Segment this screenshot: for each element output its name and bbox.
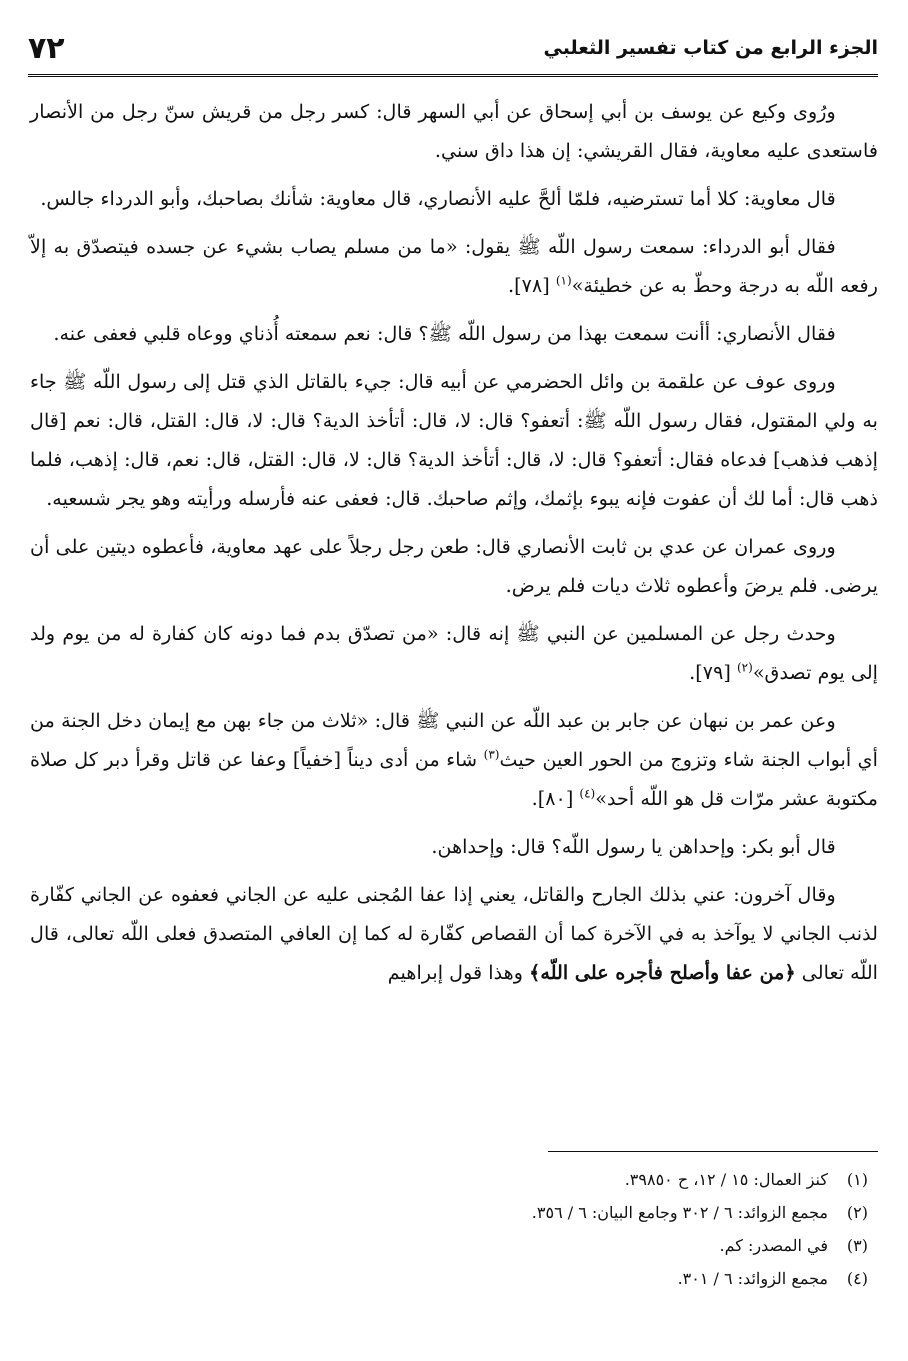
footnote-number: (١) <box>846 1170 868 1189</box>
paragraph-text: وقال آخرون: عني بذلك الجارح والقاتل، يعني إذا عفا المُجنى عليه عن الجاني فعفوه عن الجاني كفّارة لذنب الجاني لا يوآخذ به في الآخرة كما أن القصاص كفّارة له كما إن العافي المتصدق فعلى اللّه تعالى، قال اللّه تعالى <box>30 883 878 984</box>
paragraph-text: وهذا قول إبراهيم <box>387 961 530 984</box>
page-number: ٧٢ <box>28 30 65 66</box>
paragraph-text: قال أبو بكر: وإحداهن يا رسول اللّه؟ قال: وإحداهن. <box>431 835 836 858</box>
paragraph <box>30 362 878 518</box>
footnote-number: (٤) <box>846 1269 868 1288</box>
paragraph-text: فقال أبو الدرداء: سمعت رسول اللّه ﷺ يقول: «ما من مسلم يصاب بشيء عن جسده فيتصدّق به إلاّ رفعه اللّه به درجة وحطّ به عن خطيئة» <box>30 235 878 297</box>
footnote-ref[interactable]: (٤) <box>579 786 596 801</box>
footnote <box>30 1163 868 1196</box>
paragraph-text: ورُوى وكيع عن يوسف بن أبي إسحاق عن أبي السهر قال: كسر رجل من قريش سنّ رجل من الأنصار فاستعدى عليه معاوية، فقال القريشي: إن هذا داق سني. <box>30 100 878 162</box>
footnote-ref[interactable]: (٣) <box>483 747 500 762</box>
paragraph-text: فقال الأنصاري: أأنت سمعت بهذا من رسول اللّه ﷺ؟ قال: نعم سمعته أُذناي ووعاه قلبي فعفى عنه. <box>53 322 836 345</box>
main-text <box>30 92 878 1001</box>
paragraph <box>30 875 878 992</box>
footnote-text: كنز العمال: ١٥ / ١٢، ح ٣٩٨٥٠. <box>624 1170 828 1189</box>
footnote <box>30 1229 868 1262</box>
paragraph <box>30 827 878 866</box>
running-title: الجزء الرابع من كتاب تفسير الثعلبي <box>543 37 878 59</box>
footnote-text: مجمع الزوائد: ٦ / ٣٠١. <box>677 1269 828 1288</box>
paragraph-text: وروى عوف عن علقمة بن وائل الحضرمي عن أبيه قال: جيء بالقاتل الذي قتل إلى رسول اللّه ﷺ جاء به ولي المقتول، فقال رسول اللّه ﷺ: أتعفو؟ قال: لا، قال: أتأخذ الدية؟ قال: لا، قال: القتل، قال: نعم [قال إذهب فذهب] فدعاه فقال: أتعفو؟ قال: لا، قال: أتأخذ الدية؟ قال: لا، قال: القتل، قال: نعم، قال: إذهب، فلما ذهب قال: أما لك أن عفوت فإنه يبوء بإثمك، وإثم صاحبك. قال: فعفى عنه فأرسله ورأيته وهو يجر شسعيه. <box>30 370 878 510</box>
paragraph-text: وعن عمر بن نبهان عن جابر بن عبد اللّه عن النبي ﷺ قال: «ثلاث من جاء بهن مع إيمان دخل الجنة من أي أبواب الجنة شاء وتزوج من الحور العين حيث <box>30 709 879 771</box>
footnote-text: مجمع الزوائد: ٦ / ٣٠٢ وجامع البيان: ٦ / ٣٥٦. <box>531 1203 828 1222</box>
footnote-divider <box>548 1151 878 1152</box>
paragraph <box>30 227 878 305</box>
paragraph <box>30 179 878 218</box>
paragraph <box>30 527 878 605</box>
quran-verse: ﴿من عفا وأصلح فأجره على اللّه﴾ <box>529 961 796 984</box>
paragraph-text: قال معاوية: كلا أما تسترضيه، فلمّا ألحَّ عليه الأنصاري، قال معاوية: شأنك بصاحبك، وأبو الدرداء جالس. <box>40 187 836 210</box>
footnote-number: (٢) <box>846 1203 868 1222</box>
paragraph-text: [٧٨]. <box>508 274 556 297</box>
paragraph-text: [٨٠]. <box>531 787 580 810</box>
page-header <box>28 22 878 77</box>
paragraph-text: شاء من أدى ديناً [خفياً] وعفا عن قاتل وقرأ دبر كل صلاة مكتوبة عشر مرّات قل هو اللّه أحد» <box>30 748 878 810</box>
paragraph <box>30 701 878 818</box>
footnote-number: (٣) <box>846 1236 868 1255</box>
footnotes <box>30 1163 868 1295</box>
paragraph-text: وروى عمران عن عدي بن ثابت الأنصاري قال: طعن رجل رجلاً على عهد معاوية، فأعطوه ديتين على أن يرضى. فلم يرضَ وأعطوه ثلاث ديات فلم يرض. <box>30 535 878 597</box>
footnote-ref[interactable]: (١) <box>555 273 572 288</box>
footnote-text: في المصدر: كم. <box>719 1236 828 1255</box>
paragraph <box>30 92 878 170</box>
footnote-ref[interactable]: (٢) <box>736 660 753 675</box>
paragraph <box>30 614 878 692</box>
paragraph-text: وحدث رجل عن المسلمين عن النبي ﷺ إنه قال: «من تصدّق بدم فما دونه كان كفارة له من يوم ولد إلى يوم تصدق» <box>30 622 878 684</box>
footnote <box>30 1262 868 1295</box>
paragraph-text: [٧٩]. <box>689 661 737 684</box>
footnote <box>30 1196 868 1229</box>
paragraph <box>30 314 878 353</box>
